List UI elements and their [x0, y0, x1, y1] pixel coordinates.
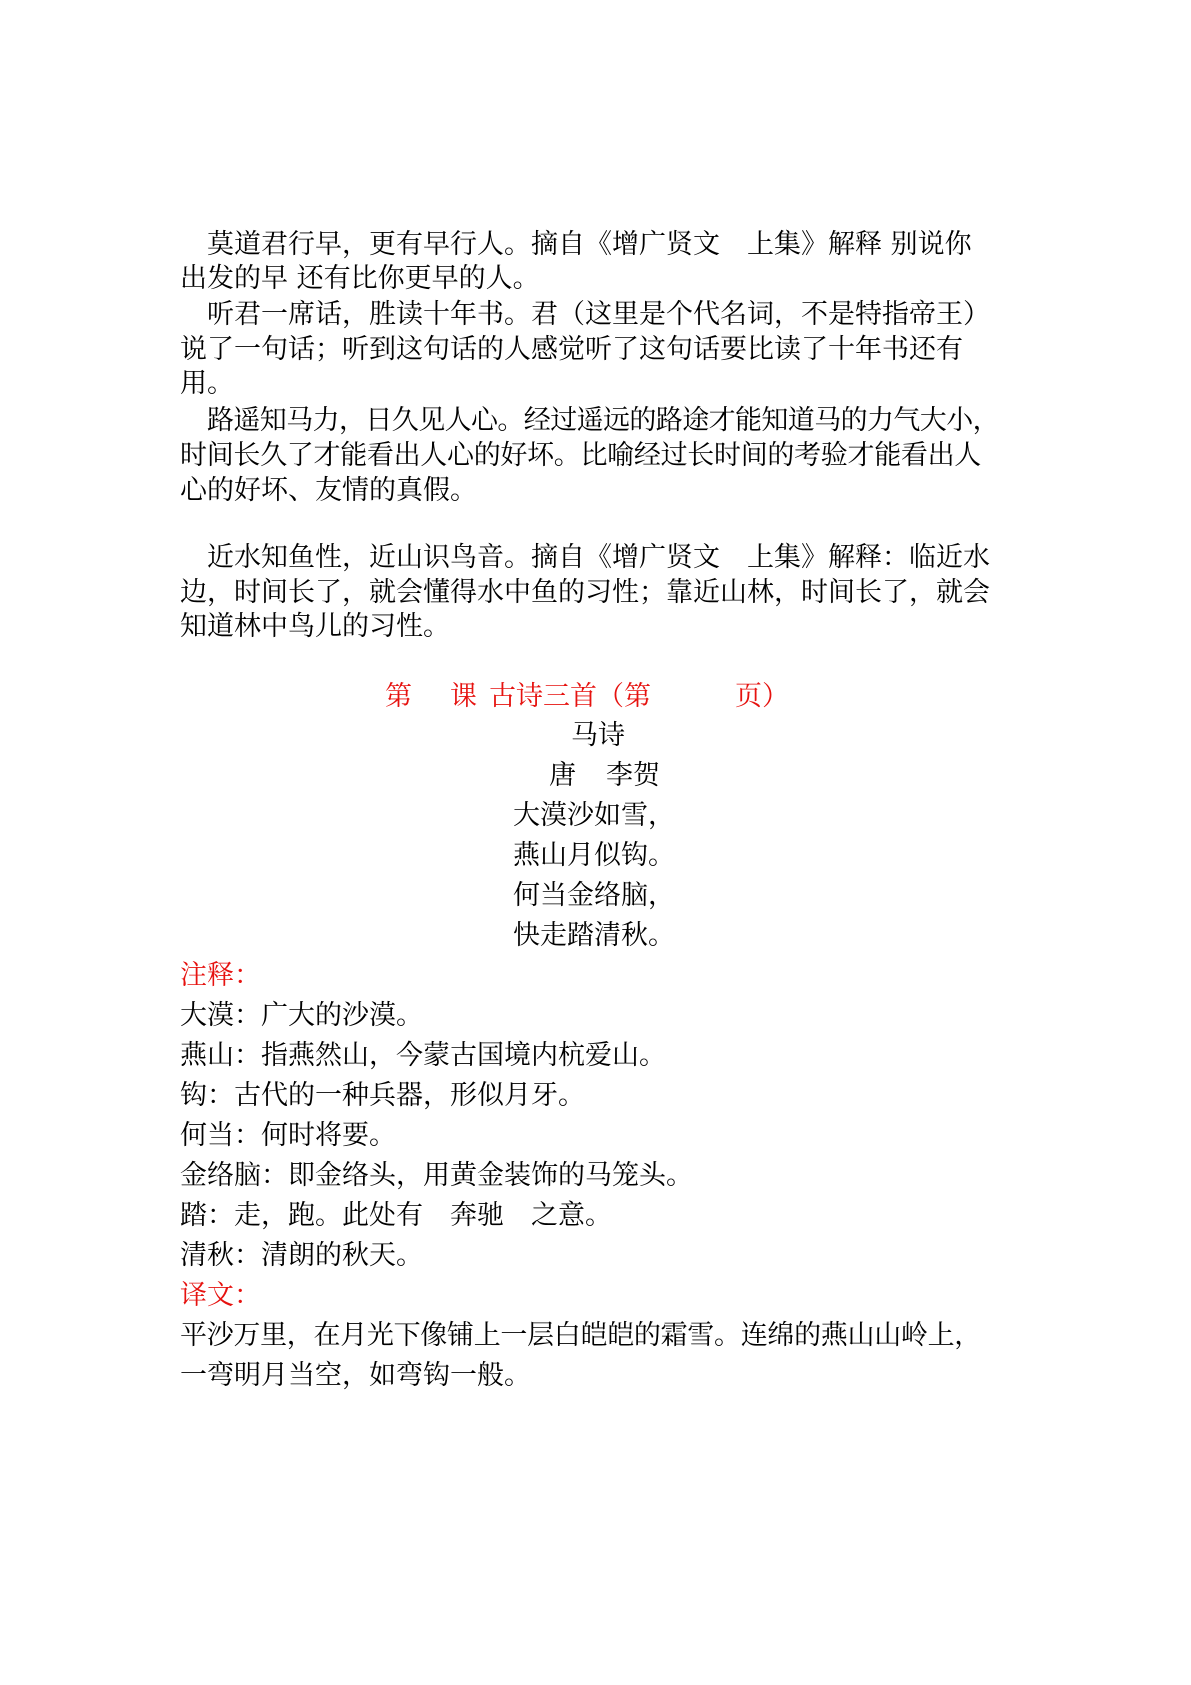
- proverb-line: 说了一句话；听到这句话的人感觉听了这句话要比读了十年书还有: [180, 334, 963, 365]
- note-item: 燕山：指燕然山，今蒙古国境内杭爱山。: [180, 1040, 666, 1071]
- poem-author: 李贺: [606, 760, 660, 791]
- poem-line: 燕山月似钩。: [513, 840, 675, 871]
- note-item: 钩：古代的一种兵器，形似月牙。: [180, 1080, 585, 1111]
- proverb-line: 知道林中鸟儿的习性。: [180, 611, 450, 642]
- lesson-heading: [385, 677, 789, 717]
- translation-line: 一弯明月当空，如弯钩一般。: [180, 1360, 531, 1391]
- poem-line: 大漠沙如雪，: [513, 800, 675, 831]
- translation-line: 平沙万里，在月光下像铺上一层白皑皑的霜雪。连绵的燕山山岭上，: [180, 1320, 981, 1351]
- note-item: 清秋：清朗的秋天。: [180, 1240, 423, 1271]
- poem-line: 快走踏清秋。: [513, 920, 675, 951]
- proverb-line: 路遥知马力，日久见人心。经过遥远的路途才能知道马的力气大小，: [207, 405, 999, 436]
- poem-line: 何当金络脑，: [513, 880, 675, 911]
- notes-label: 注释：: [180, 960, 261, 991]
- proverb-line: 莫道君行早，更有早行人。摘自《增广贤文 上集》解释 别说你: [207, 229, 972, 260]
- note-item: 金络脑：即金络头，用黄金装饰的马笼头。: [180, 1160, 693, 1191]
- proverb-line: 用。: [180, 368, 234, 399]
- note-item: 踏：走，跑。此处有 奔驰 之意。: [180, 1200, 612, 1231]
- poem-title: 马诗: [571, 720, 625, 751]
- poem-byline: [549, 756, 660, 796]
- proverb-line: 出发的早 还有比你更早的人。: [180, 263, 540, 294]
- poem-dynasty: 唐: [549, 760, 576, 791]
- lesson-heading-page: 页）: [735, 681, 789, 712]
- proverb-line: 心的好坏、友情的真假。: [180, 475, 477, 506]
- proverb-line: 边，时间长了，就会懂得水中鱼的习性；靠近山林，时间长了，就会: [180, 577, 990, 608]
- proverb-line: 近水知鱼性，近山识鸟音。摘自《增广贤文 上集》解释：临近水: [207, 542, 990, 573]
- lesson-heading-title: 古诗三首（第: [489, 681, 651, 712]
- note-item: 大漠：广大的沙漠。: [180, 1000, 423, 1031]
- proverb-line: 听君一席话，胜读十年书。君（这里是个代名词，不是特指帝王）: [207, 299, 990, 330]
- translation-label: 译文：: [180, 1280, 261, 1311]
- proverb-line: 时间长久了才能看出人心的好坏。比喻经过长时间的考验才能看出人: [180, 440, 981, 471]
- lesson-heading-prefix: 第: [385, 681, 412, 712]
- lesson-heading-unit: 课: [450, 681, 477, 712]
- note-item: 何当：何时将要。: [180, 1120, 396, 1151]
